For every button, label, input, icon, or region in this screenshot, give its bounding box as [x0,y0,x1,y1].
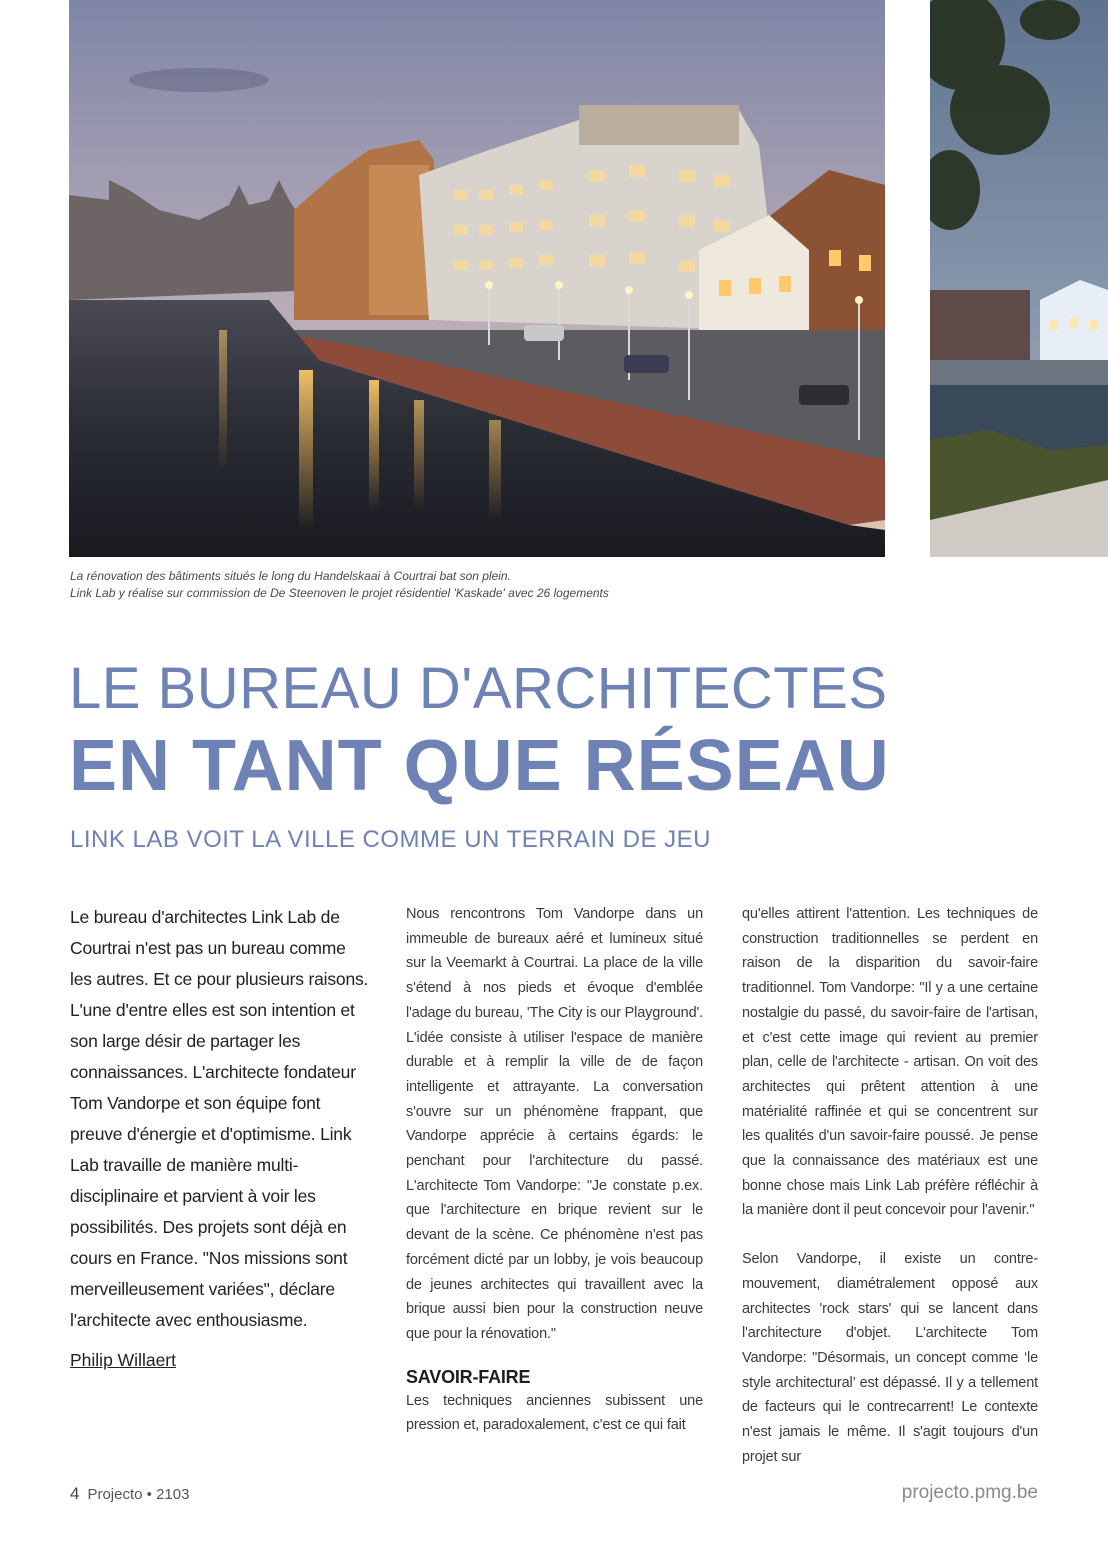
canal-dusk-illustration [69,0,885,557]
subtitle: LINK LAB VOIT LA VILLE COMME UN TERRAIN DE JEU [70,826,711,853]
body-paragraph: Nous rencontrons Tom Vandorpe dans un immeuble de bureaux aéré et lumineux situé sur la Veemarkt à Courtrai. La place de la ville s'étend à nos pieds et évoque d'emblée l'adage du bureau, 'The City is our Playground'. L'idée consiste à utiliser l'espace de manière durable et à remplir la ville de de façon intelligente et attrayante. La conversation s'ouvre sur un phénomène frappant, que Vandorpe apprécie à certains égards: le penchant pour l'architecture du passé. L'architecte Tom Vandorpe: "Je constate p.ex. que l'architecture en brique revient sur le devant de la scène. Ce phénomène n'est pas forcément dicté par un lobby, je vois beaucoup de jeunes architectes qui travaillent avec la brique aussi bien pour la construction neuve que pour la rénovation." [406,906,703,1342]
body-paragraph: Selon Vandorpe, il existe un contre-mouvement, diamétralement opposé aux architectes 'rock stars' qui se lancent dans l'architecture d'objet. L'architecte Tom Vandorpe: "Désormais, un concept comme ‘le style architectural’ est dépassé. Il y a tellement de facteurs qui le contrecarrent! Le contexte n'est jamais le même. Il s'agit toujours d'un projet sur [742,1251,1038,1465]
headline-bold: EN TANT QUE RÉSEAU [69,726,890,806]
body-paragraph: qu'elles attirent l'attention. Les techniques de construction traditionnelles se perdent en raison de la disparition du savoir-faire traditionnel. Tom Vandorpe: "Il y a une certaine nostalgie du passé, du savoir-faire de l'artisan, et c'est cette image qui revient au premier plan, celle de l'architecte - artisan. On voit des architectes qui prêtent attention à une matérialité raffinée et qui se concentrent sur les qualités d'un savoir-faire poussé. Je pense que la connaissance des matériaux est une bonne chose mais Link Lab préfère réfléchir à la manière dont il peut concevoir pour l'avenir." [742,906,1038,1219]
caption-line-2: Link Lab y réalise sur commission de De Steenoven le projet résidentiel 'Kaskade' avec 26 logements [70,586,609,600]
section-heading: SAVOIR-FAIRE [406,1366,531,1387]
body-paragraph: Les techniques anciennes subissent une pression et, paradoxalement, c'est ce qui fait [406,1392,703,1434]
main-photo [69,0,885,557]
caption-line-1: La rénovation des bâtiments situés le long du Handelskaai à Courtrai bat son plein. [70,569,511,583]
footer-left [70,1484,189,1504]
side-photo [930,0,1108,557]
body-column-3 [742,902,1038,1469]
intro-text: Le bureau d'architectes Link Lab de Courtrai n'est pas un bureau comme les autres. Et ce pour plusieurs raisons. L'une d'entre elles est son intention et son large désir de partager les connaissances. L'architecte fondateur Tom Vandorpe et son équipe font preuve d'énergie et d'optimisme. Link Lab travaille de manière multi-disciplinaire et parvient à voir les possibilités. Des projets sont déjà en cours en France. "Nos missions sont merveilleusement variées", déclare l'architecte avec enthousiasme. [70,907,369,1330]
headline-light: LE BUREAU D'ARCHITECTES [69,656,888,721]
body-column-2 [406,902,703,1438]
author-byline[interactable]: Philip Willaert [70,1350,176,1370]
magazine-issue: Projecto • 2103 [87,1486,190,1503]
website-link[interactable]: projecto.pmg.be [901,1482,1038,1503]
intro-column [70,902,370,1372]
page-number: 4 [70,1484,80,1503]
photo-caption [70,568,890,602]
night-canal-illustration [930,0,1108,557]
